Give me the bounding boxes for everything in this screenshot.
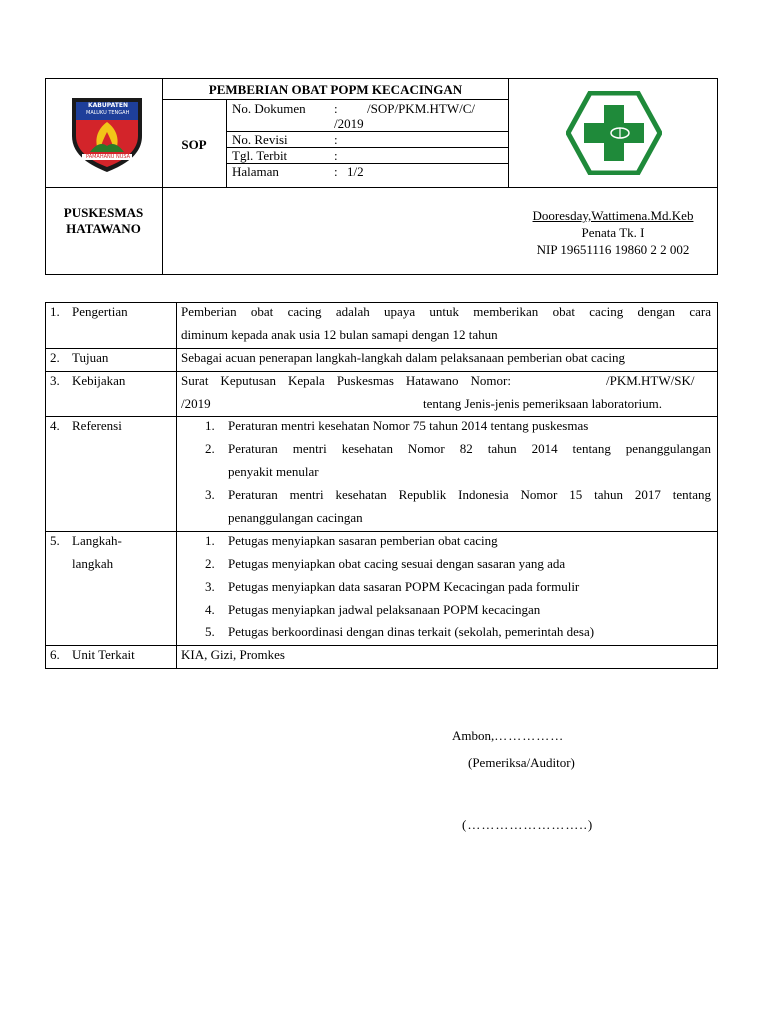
row-label-line2: langkah (72, 556, 114, 571)
row-text-line1: Sebagai acuan penerapan langkah-langkah dalam pelaksanaan pemberian obat cacing (181, 350, 625, 365)
signer-rank: Penata Tk. I (581, 225, 645, 240)
field-label-halaman: Halaman (232, 164, 279, 179)
row-label: Pengertian (72, 304, 128, 319)
list-item-cont: penanggulangan cacingan (228, 510, 363, 525)
row-label: Kebijakan (72, 373, 126, 388)
puskesmas-logo (566, 91, 662, 175)
list-item: Petugas menyiapkan obat cacing sesuai dengan sasaran yang ada (228, 556, 566, 571)
field-value-halaman: 1/2 (347, 164, 364, 179)
field-sep-halaman: : (334, 164, 338, 179)
org-name-line2: HATAWANO (66, 221, 141, 236)
row-label: Referensi (72, 418, 122, 433)
list-item: Peraturan mentri kesehatan Nomor 75 tahun 2014 tentang puskesmas (228, 418, 589, 433)
list-item: Petugas menyiapkan sasaran pemberian obat cacing (228, 533, 498, 548)
row-number: 1. (50, 304, 60, 319)
row-number: 6. (50, 647, 60, 662)
row-text-line2b: tentang Jenis-jenis pemeriksaan laboratorium. (423, 396, 662, 411)
puskesmas-cross-icon (566, 91, 662, 175)
row-text-line1: Pemberian obat cacing adalah upaya untuk memberikan obat cacing dengan cara (181, 304, 711, 319)
list-item-number: 3. (205, 579, 215, 594)
list-item: Petugas berkoordinasi dengan dinas terkait (sekolah, pemerintah desa) (228, 624, 595, 639)
list-item-number: 1. (205, 533, 215, 548)
list-item-number: 4. (205, 602, 215, 617)
row-text-line1b: /PKM.HTW/SK/ (606, 373, 695, 388)
signature-name-blank: (……………………..) (462, 817, 594, 832)
logo-text-mid: MALUKU TENGAH (86, 110, 130, 116)
list-item-number: 3. (205, 487, 215, 502)
field-label-tgl-terbit: Tgl. Terbit (232, 148, 288, 163)
list-item: Petugas menyiapkan jadwal pelaksanaan POPM kecacingan (228, 602, 541, 617)
list-item-number: 2. (205, 556, 215, 571)
row-label-line1: Langkah- (72, 533, 122, 548)
logo-text-top: KABUPATEN (88, 102, 128, 109)
field-value-no-dokumen: /SOP/PKM.HTW/C/ (367, 101, 475, 116)
signature-role: (Pemeriksa/Auditor) (468, 755, 575, 770)
row-text-line1a: Surat Keputusan Kepala Puskesmas Hatawano Nomor: (181, 373, 511, 388)
signature-place-text: Ambon, (452, 728, 495, 743)
signature-place (452, 728, 564, 744)
row-label: Tujuan (72, 350, 109, 365)
field-sep-no-dokumen: : (334, 101, 338, 116)
row-number: 5. (50, 533, 60, 548)
row-text-line2a: /2019 (181, 396, 211, 411)
list-item-number: 1. (205, 418, 215, 433)
row-number: 3. (50, 373, 60, 388)
sop-label: SOP (181, 137, 207, 152)
signer-nip: NIP 19651116 19860 2 2 002 (536, 242, 690, 257)
signer-name: Dooresday,Wattimena.Md.Keb (532, 208, 694, 223)
list-item: Petugas menyiapkan data sasaran POPM Kecacingan pada formulir (228, 579, 580, 594)
row-number: 2. (50, 350, 60, 365)
list-item-cont: penyakit menular (228, 464, 319, 479)
document-title: PEMBERIAN OBAT POPM KECACINGAN (208, 82, 463, 97)
field-value-no-dokumen-year: /2019 (334, 116, 364, 131)
regency-logo (66, 92, 148, 174)
row-label: Unit Terkait (72, 647, 135, 662)
field-sep-no-revisi: : (334, 132, 338, 147)
row-text-line1: KIA, Gizi, Promkes (181, 647, 285, 662)
row-number: 4. (50, 418, 60, 433)
logo-text-bottom: PAMAHANU NUSA (86, 154, 131, 160)
list-item-number: 5. (205, 624, 215, 639)
field-sep-tgl-terbit: : (334, 148, 338, 163)
list-item: Peraturan mentri kesehatan Nomor 82 tahun 2014 tentang penanggulangan (228, 441, 711, 456)
list-item-number: 2. (205, 441, 215, 456)
row-text-line2: diminum kepada anak usia 12 bulan samapi dengan 12 tahun (181, 327, 498, 342)
org-name-line1: PUSKESMAS (63, 205, 144, 220)
list-item: Peraturan mentri kesehatan Republik Indonesia Nomor 15 tahun 2017 tentang (228, 487, 711, 502)
field-label-no-revisi: No. Revisi (232, 132, 288, 147)
signature-date-dots: …………… (494, 728, 565, 743)
field-label-no-dokumen: No. Dokumen (232, 101, 306, 116)
